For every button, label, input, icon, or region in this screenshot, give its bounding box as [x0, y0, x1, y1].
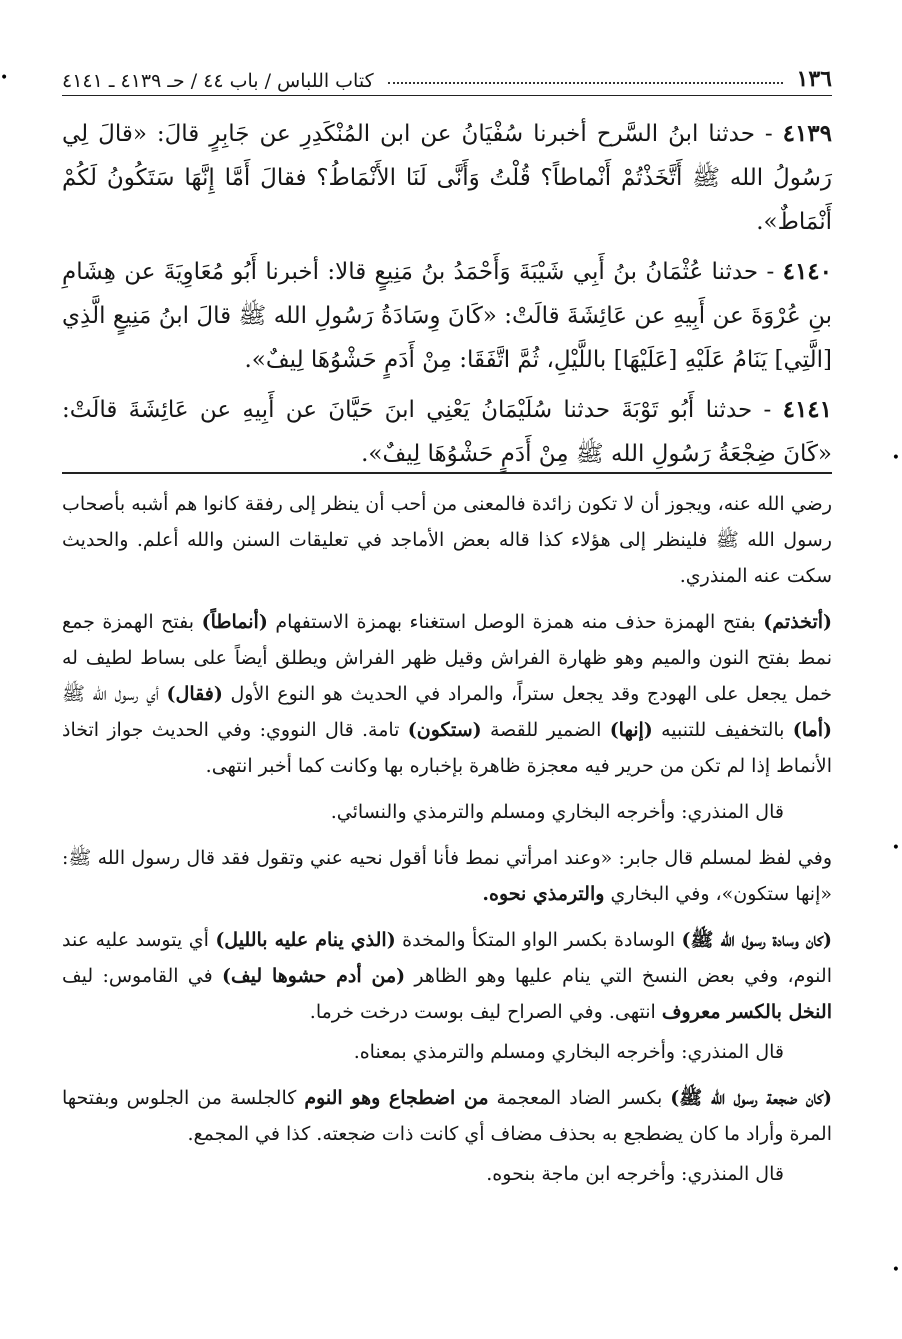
hadith-text: - حدثنا عُثْمَانُ بنُ أَبِي شَيْبَةَ وَأَحْمَدُ بنُ مَنِيعٍ قالا: أخبرنا أَبُو مُعَاوِيَةَ عن هِشَامِ بنِ عُرْوَةَ عن أَبِيهِ عن عَائِشَةَ قالَتْ: «كَانَ وِسَادَةُ رَسُولِ الله ﷺ قالَ ابنُ مَنِيعٍ الَّذِي [الَّتِي] يَنَامُ عَلَيْهِ [عَلَيْهَا] باللَّيْلِ، ثُمَّ اتَّفَقَا: مِنْ أَدَمٍ حَشْوُهَا لِيفٌ».: [62, 259, 832, 373]
commentary-lemma: (أنماطاً): [201, 611, 268, 633]
commentary-lemma: والترمذي نحوه.: [482, 883, 605, 905]
commentary-paragraph: [62, 794, 832, 830]
commentary-text: انتهى. وفي الصراح ليف بوست درخت خرما.: [309, 1001, 662, 1023]
commentary-lemma: (أما): [792, 719, 832, 741]
hadith-4139: [62, 112, 832, 244]
commentary-text: رضي الله عنه، ويجوز أن لا تكون زائدة فالمعنى من أحب أن ينظر إلى رفقة كانوا هم أشبه بأصحاب رسول الله ﷺ فلينظر إلى هؤلاء كذا قاله بعض الأماجد في تعليقات السنن والله أعلم. والحديث سكت عنه المنذري.: [62, 493, 832, 587]
commentary-lemma: النخل بالكسر معروف: [661, 1001, 832, 1023]
commentary-lemma: (أتخذتم): [763, 611, 832, 633]
commentary-lemma: (من أدم حشوها ليف): [221, 965, 406, 987]
commentary-lemma: (الذي ينام عليه بالليل): [215, 929, 396, 951]
commentary-lemma: (فقال): [166, 683, 223, 705]
hadith-number: ٤١٤٠: [782, 258, 833, 285]
running-head: كتاب اللباس / باب ٤٤ / حـ ٤١٣٩ ـ ٤١٤١: [62, 70, 374, 92]
commentary-paragraph: [62, 604, 832, 784]
commentary-paragraph: [62, 840, 832, 912]
page-number: ١٣٦: [796, 66, 832, 92]
commentary-text: بالتخفيف للتنبيه: [652, 719, 793, 741]
hadith-number: ٤١٤١: [782, 396, 833, 423]
commentary-paragraph: [62, 1034, 832, 1070]
commentary-text: قال المنذري: وأخرجه ابن ماجة بنحوه.: [486, 1163, 784, 1185]
hadith-4141: [62, 388, 832, 476]
commentary-text: بكسر الضاد المعجمة: [488, 1087, 671, 1109]
commentary-text: قال المنذري: وأخرجه البخاري ومسلم والترمذي بمعناه.: [353, 1041, 784, 1063]
commentary-text: قال المنذري: وأخرجه البخاري ومسلم والترمذي والنسائي.: [330, 801, 784, 823]
commentary-text: كالجلسة من الجلوس وبفتحها المرة وأراد ما كان يضطجع به بحذف مضاف أي كانت ذات ضجعته. كذا في المجمع.: [62, 1087, 832, 1145]
commentary-text: أي يتوسد عليه عند النوم، وفي بعض النسخ التي ينام عليها وهو الظاهر: [62, 929, 832, 987]
commentary-text: في القاموس: ليف: [62, 965, 222, 987]
commentary-paragraph: [62, 1156, 832, 1192]
commentary-text: بفتح الهمزة حذف منه همزة الوصل استغناء بهمزة الاستفهام: [267, 611, 764, 633]
commentary-paragraph: [62, 1080, 832, 1152]
commentary-text: تامة. قال النووي: وفي الحديث جواز اتخاذ الأنماط إذا لم تكن من حرير فيه معجزة ظاهرة بإخباره بها وكانت كما أخبر انتهى.: [62, 719, 832, 777]
hadith-number: ٤١٣٩: [782, 120, 833, 147]
scan-margin-mark: •: [891, 840, 900, 856]
hadith-text: - حدثنا أَبُو تَوْبَةَ حدثنا سُلَيْمَانُ يَعْنِي ابنَ حَيَّانَ عن أَبِيهِ عن عَائِشَةَ قالَتْ: «كَانَ ضِجْعَةُ رَسُولِ الله ﷺ مِنْ أَدَمٍ حَشْوُهَا لِيفٌ».: [62, 397, 832, 467]
hadith-4140: [62, 250, 832, 382]
page-header: [62, 58, 832, 96]
scan-margin-mark: •: [0, 70, 9, 86]
commentary-text: الوسادة بكسر الواو المتكأ والمخدة: [395, 929, 682, 951]
commentary-lemma: (كان وسادة رسول الله ﷺ): [681, 929, 832, 951]
commentary-text: أي رسول الله ﷺ: [62, 683, 167, 705]
commentary-section: [62, 486, 832, 1202]
footnote-divider: [62, 472, 832, 474]
commentary-paragraph: [62, 922, 832, 1030]
scan-margin-mark: •: [891, 450, 900, 466]
commentary-text: بفتح الهمزة جمع نمط بفتح النون والميم وهو ظهارة الفراش وقيل ظهر الفراش ويطلق أيضاً على بساط لطيف له خمل يجعل على الهودج وقد يجعل ستراً، والمراد في الحديث هو النوع الأول: [62, 611, 832, 705]
commentary-lemma: من اضطجاع وهو النوم: [304, 1087, 489, 1109]
scan-margin-mark: •: [891, 1262, 900, 1278]
hadith-text: - حدثنا ابنُ السَّرح أخبرنا سُفْيَانُ عن ابن المُنْكَدِرِ عن جَابِرٍ قالَ: «قالَ لِي رَسُولُ الله ﷺ أَتَّخَذْتُمْ أَنْماطاً؟ قُلْتُ وَأَنَّى لَنَا الأَنْمَاطُ؟ فقالَ أَمَّا إِنَّهَا سَتَكُونُ لَكُمْ أَنْمَاطٌ».: [62, 121, 832, 235]
commentary-text: الضمير للقصة: [481, 719, 610, 741]
hadith-section: [62, 112, 832, 482]
commentary-paragraph: [62, 486, 832, 594]
commentary-lemma: (إنها): [609, 719, 653, 741]
commentary-lemma: (ستكون): [407, 719, 482, 741]
header-dotted-leader: [388, 82, 783, 84]
commentary-lemma: (كان ضجعة رسول الله ﷺ): [670, 1087, 833, 1109]
commentary-text: وفي لفظ لمسلم قال جابر: «وعند امرأتي نمط فأنا أقول نحيه عني وتقول فقد قال رسول الله ﷺ: «إنها ستكون»، وفي البخاري: [62, 847, 832, 905]
